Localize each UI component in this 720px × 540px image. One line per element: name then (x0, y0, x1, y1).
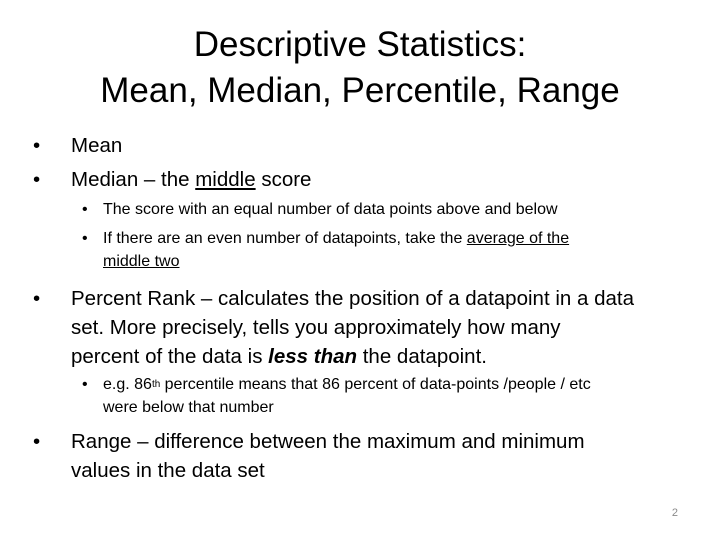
bullet-text-emphasis: less than (268, 345, 358, 368)
bullet-percent-rank (33, 284, 634, 313)
sub-bullet-text-underlined-2: middle two (103, 253, 180, 270)
title-line-2: Mean, Median, Percentile, Range (100, 71, 620, 110)
bullet-icon: • (82, 230, 88, 247)
bullet-icon: • (33, 168, 41, 191)
bullet-text-line-3-pre: percent of the data is (71, 345, 269, 368)
bullet-icon: • (33, 287, 41, 310)
sub-bullet-equal-points (82, 199, 558, 221)
sub-bullet-text-line-2: were below that number (103, 399, 274, 416)
bullet-text-pre: Median – the (71, 168, 196, 191)
slide-number: 2 (671, 507, 678, 519)
bullet-icon: • (82, 376, 88, 393)
sub-bullet-even-datapoints-cont (103, 251, 179, 273)
sub-bullet-text-pre: If there are an even number of datapoints, take the (103, 230, 467, 247)
bullet-text-post: score (255, 168, 312, 191)
bullet-text-line-3-post: the datapoint. (357, 345, 487, 368)
bullet-percent-rank-line-2 (71, 313, 561, 342)
sub-bullet-example (82, 374, 591, 396)
bullet-text-line-1: Percent Rank – calculates the position of a datapoint in a data (71, 287, 634, 310)
sub-bullet-even-datapoints (82, 228, 570, 250)
sub-bullet-text-pre: e.g. 86 (103, 376, 152, 393)
bullet-median (33, 165, 312, 194)
bullet-text-line-1: Range – difference between the maximum and minimum (71, 430, 585, 453)
sub-bullet-text-post: percentile means that 86 percent of data-points /people / etc (160, 376, 591, 393)
bullet-icon: • (82, 201, 88, 218)
sub-bullet-text-underlined: average of the (466, 230, 570, 247)
bullet-range (33, 427, 585, 456)
bullet-text-line-2: values in the data set (71, 459, 265, 482)
sub-bullet-example-cont (103, 397, 274, 419)
bullet-icon: • (33, 134, 41, 157)
bullet-percent-rank-line-3 (71, 342, 487, 371)
ordinal-suffix: th (151, 378, 161, 390)
sub-bullet-text: The score with an equal number of data points above and below (103, 201, 558, 218)
bullet-text-line-2: set. More precisely, tells you approximately how many (71, 316, 561, 339)
bullet-range-line-2 (71, 456, 265, 485)
bullet-text-underlined: middle (195, 168, 256, 191)
bullet-icon: • (33, 430, 41, 453)
bullet-mean (33, 131, 123, 160)
bullet-text: Mean (71, 134, 123, 157)
title-line-1: Descriptive Statistics: (193, 25, 527, 64)
